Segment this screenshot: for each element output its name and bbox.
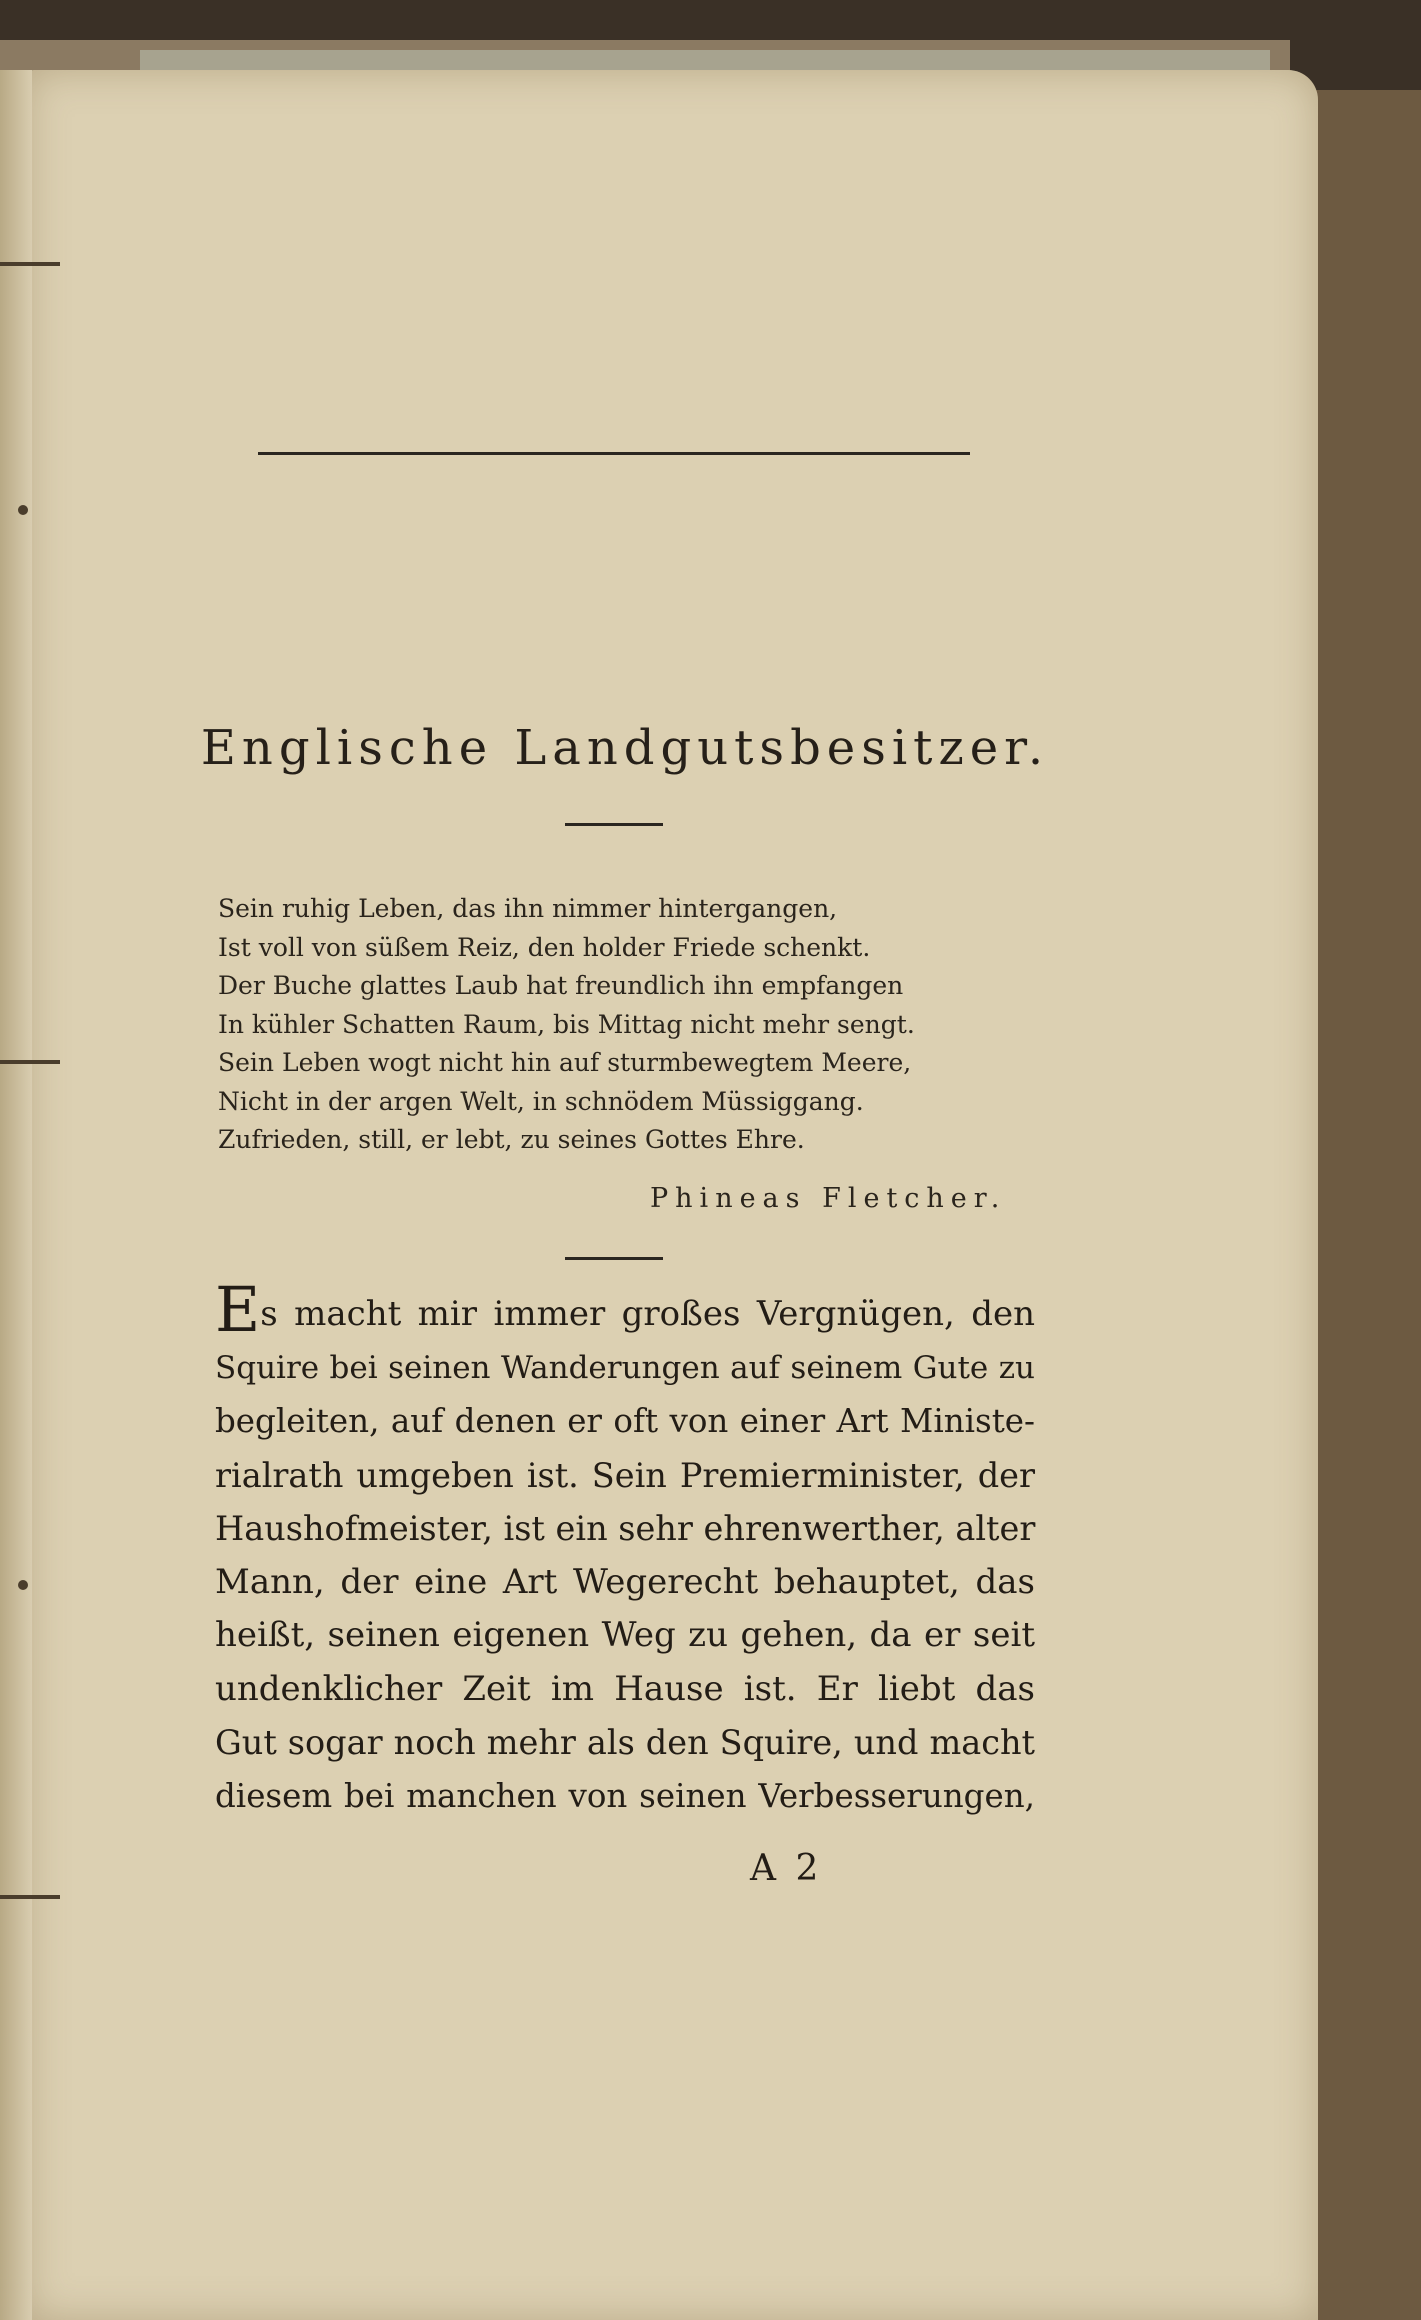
body-line: diesem bei manchen von seinen Verbesserungen, xyxy=(215,1776,1035,1815)
body-paragraph xyxy=(215,1273,1036,1823)
book-edge-right xyxy=(1301,90,1421,2320)
body-line: Mann, der eine Art Wegerecht behauptet, das xyxy=(215,1561,1035,1602)
title-divider xyxy=(565,823,663,826)
body-line: Haushofmeister, ist ein sehr ehrenwerther, alter xyxy=(215,1509,1036,1548)
poem-line: Sein ruhig Leben, das ihn nimmer hintergangen, xyxy=(218,894,838,923)
body-line: heißt, seinen eigenen Weg zu gehen, da er seit xyxy=(215,1615,1035,1655)
poem-line: Nicht in der argen Welt, in schnödem Müssiggang. xyxy=(218,1086,864,1116)
chapter-title: Englische Landgutsbesitzer. xyxy=(200,720,1050,776)
poem-line: Ist voll von süßem Reiz, den holder Friede schenkt. xyxy=(218,932,871,962)
epigraph-divider xyxy=(565,1257,663,1260)
poem-line: In kühler Schatten Raum, bis Mittag nicht mehr sengt. xyxy=(218,1009,915,1039)
body-line: Gut sogar noch mehr als den Squire, und macht xyxy=(215,1723,1035,1762)
body-line: Squire bei seinen Wanderungen auf seinem Gute zu xyxy=(215,1349,1035,1386)
body-line: undenklicher Zeit im Hause ist. Er liebt das xyxy=(215,1668,1035,1709)
body-line xyxy=(215,1273,1035,1346)
page-gutter xyxy=(0,70,32,2320)
body-line: rialrath umgeben ist. Sein Premierminister, der xyxy=(215,1455,1035,1495)
initial-letter: E xyxy=(215,1273,261,1346)
binding-pin-mark xyxy=(0,1060,60,1064)
header-rule xyxy=(258,452,970,455)
binding-pin-mark xyxy=(0,262,60,266)
body-line: begleiten, auf denen er oft von einer Art Ministe- xyxy=(215,1402,1035,1440)
poem-line: Der Buche glattes Laub hat freundlich ihn empfangen xyxy=(218,971,904,1000)
poem-line: Zufrieden, still, er lebt, zu seines Gottes Ehre. xyxy=(218,1125,805,1154)
epigraph-poem xyxy=(218,890,1048,1160)
binding-pin-mark xyxy=(18,1580,28,1590)
binding-pin-mark xyxy=(18,505,28,515)
binding-pin-mark xyxy=(0,1895,60,1899)
poem-line: Sein Leben wogt nicht hin auf sturmbewegtem Meere, xyxy=(218,1048,912,1077)
signature-mark: A 2 xyxy=(750,1848,823,1889)
poem-author: Phineas Fletcher. xyxy=(650,1183,1007,1214)
body-line-text: s macht mir immer großes Vergnügen, den xyxy=(260,1294,1035,1334)
